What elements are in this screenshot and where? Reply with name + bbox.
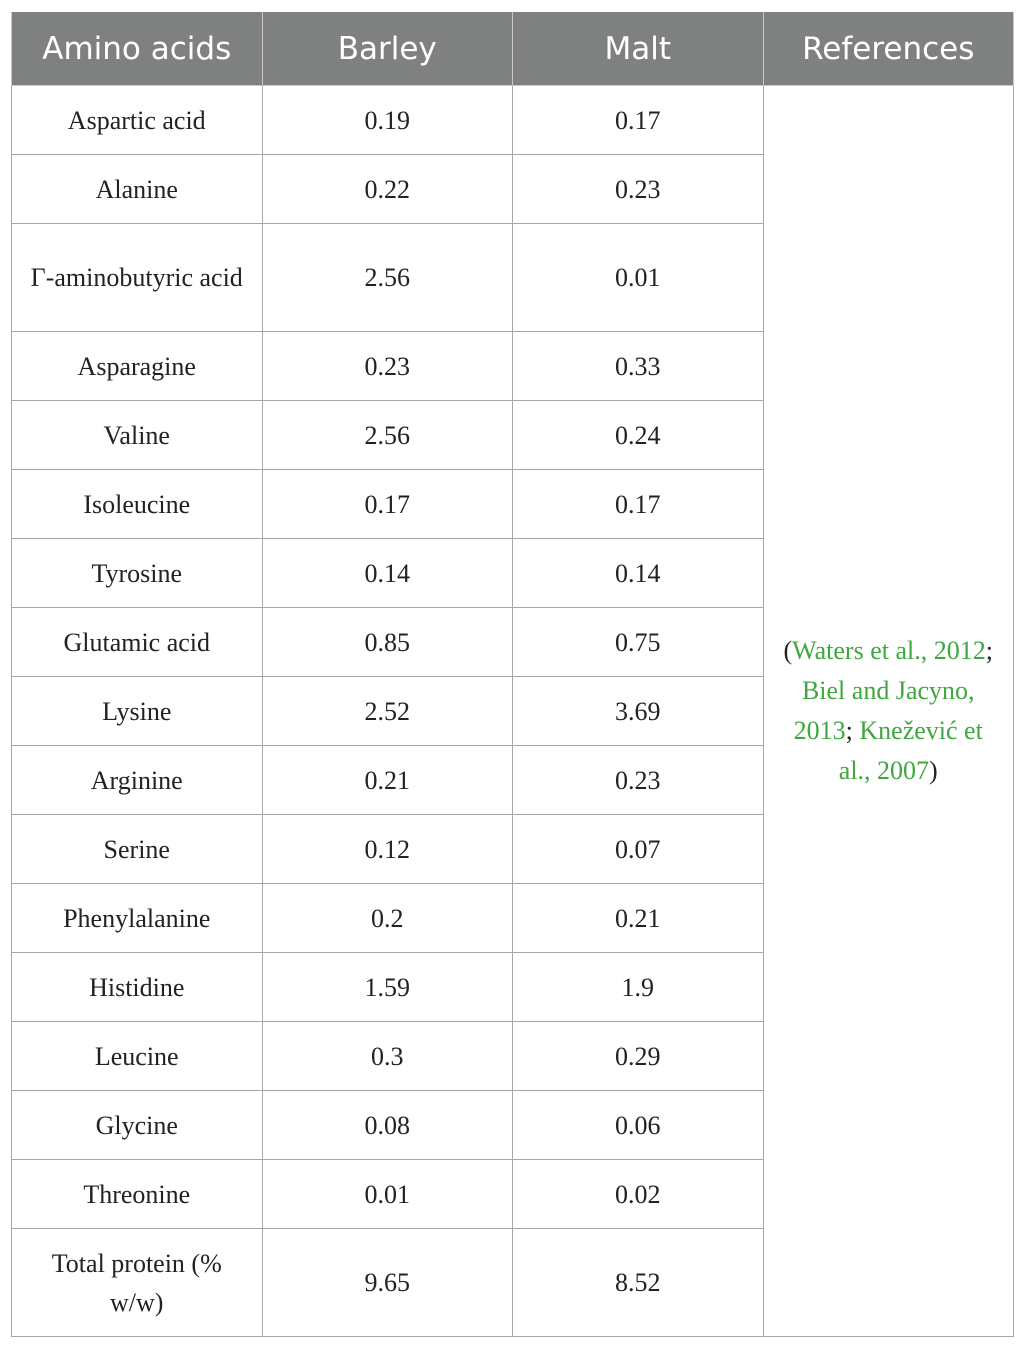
- malt-cell: 1.9: [513, 953, 764, 1022]
- barley-cell: 0.3: [262, 1022, 513, 1091]
- barley-cell: 0.21: [262, 746, 513, 815]
- malt-cell: 8.52: [513, 1229, 764, 1337]
- barley-cell: 0.17: [262, 470, 513, 539]
- malt-cell: 0.21: [513, 884, 764, 953]
- malt-cell: 0.24: [513, 401, 764, 470]
- reference-link-biel[interactable]: Biel and Jacyno, 2013: [793, 676, 975, 745]
- amino-acid-cell: Phenylalanine: [12, 884, 263, 953]
- amino-acid-cell: Isoleucine: [12, 470, 263, 539]
- reference-link-knezevic[interactable]: Knežević et al., 2007: [838, 716, 983, 785]
- amino-acid-cell: Histidine: [12, 953, 263, 1022]
- amino-acid-cell: Arginine: [12, 746, 263, 815]
- amino-acid-cell: Total protein (% w/w): [12, 1229, 263, 1337]
- malt-cell: 0.02: [513, 1160, 764, 1229]
- table-row: [12, 86, 1014, 155]
- header-barley: Barley: [262, 12, 513, 86]
- amino-acid-cell: Alanine: [12, 155, 263, 224]
- amino-acid-cell: Leucine: [12, 1022, 263, 1091]
- malt-cell: 0.07: [513, 815, 764, 884]
- malt-cell: 0.29: [513, 1022, 764, 1091]
- header-amino-acids: Amino acids: [12, 12, 263, 86]
- barley-cell: 0.19: [262, 86, 513, 155]
- malt-cell: 0.75: [513, 608, 764, 677]
- barley-cell: 2.56: [262, 401, 513, 470]
- malt-cell: 0.01: [513, 224, 764, 332]
- malt-cell: 3.69: [513, 677, 764, 746]
- amino-acid-table: [11, 12, 1014, 1337]
- header-references: References: [763, 12, 1014, 86]
- malt-cell: 0.17: [513, 86, 764, 155]
- barley-cell: 0.2: [262, 884, 513, 953]
- malt-cell: 0.06: [513, 1091, 764, 1160]
- barley-cell: 0.14: [262, 539, 513, 608]
- barley-cell: 0.01: [262, 1160, 513, 1229]
- barley-cell: 0.12: [262, 815, 513, 884]
- barley-cell: 0.08: [262, 1091, 513, 1160]
- barley-cell: 9.65: [262, 1229, 513, 1337]
- references-cell: (Waters et al., 2012; Biel and Jacyno, 2013; Knežević et al., 2007): [763, 86, 1014, 1337]
- amino-acid-cell: Glutamic acid: [12, 608, 263, 677]
- amino-acid-cell: Γ-aminobutyric acid: [12, 224, 263, 332]
- reference-link-waters[interactable]: Waters et al., 2012: [792, 636, 986, 665]
- amino-acid-cell: Tyrosine: [12, 539, 263, 608]
- malt-cell: 0.23: [513, 746, 764, 815]
- amino-acid-cell: Lysine: [12, 677, 263, 746]
- barley-cell: 0.23: [262, 332, 513, 401]
- amino-acid-cell: Aspartic acid: [12, 86, 263, 155]
- amino-acid-cell: Glycine: [12, 1091, 263, 1160]
- barley-cell: 1.59: [262, 953, 513, 1022]
- amino-acid-cell: Serine: [12, 815, 263, 884]
- barley-cell: 2.56: [262, 224, 513, 332]
- malt-cell: 0.14: [513, 539, 764, 608]
- barley-cell: 0.85: [262, 608, 513, 677]
- header-malt: Malt: [513, 12, 764, 86]
- malt-cell: 0.33: [513, 332, 764, 401]
- amino-acid-cell: Asparagine: [12, 332, 263, 401]
- malt-cell: 0.17: [513, 470, 764, 539]
- header-row: [12, 12, 1014, 86]
- malt-cell: 0.23: [513, 155, 764, 224]
- barley-cell: 0.22: [262, 155, 513, 224]
- amino-acid-cell: Valine: [12, 401, 263, 470]
- amino-acid-cell: Threonine: [12, 1160, 263, 1229]
- barley-cell: 2.52: [262, 677, 513, 746]
